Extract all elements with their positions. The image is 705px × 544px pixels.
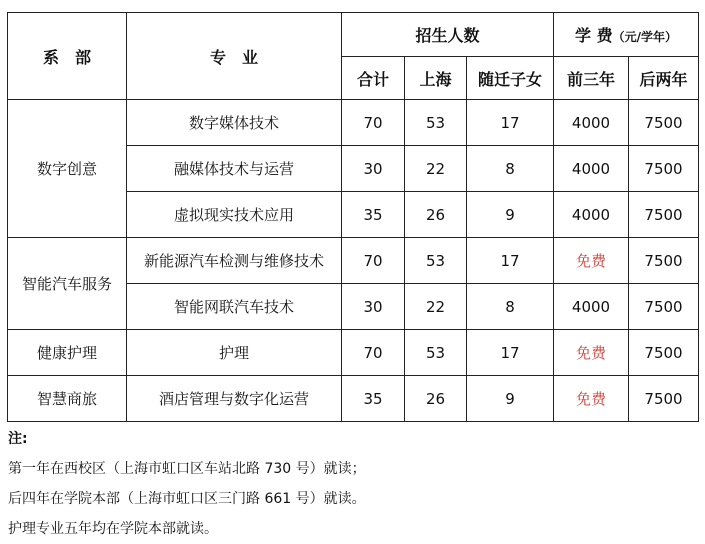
migrant-cell: 17 [467,330,554,376]
table-body [8,100,699,422]
total-cell: 70 [342,238,405,284]
department-cell: 智能汽车服务 [8,238,127,330]
total-cell: 35 [342,192,405,238]
total-cell: 70 [342,330,405,376]
header-major: 专 业 [127,13,342,100]
shanghai-cell: 26 [405,192,467,238]
table-row [8,238,699,284]
first3-cell: 免费 [554,376,629,422]
header-fee-unit: （元/学年） [612,30,677,44]
header-total: 合计 [342,57,405,100]
total-cell: 30 [342,146,405,192]
migrant-cell: 9 [467,192,554,238]
total-cell: 35 [342,376,405,422]
major-cell: 虚拟现实技术应用 [127,192,342,238]
migrant-cell: 17 [467,100,554,146]
shanghai-cell: 22 [405,146,467,192]
header-department: 系 部 [8,13,127,100]
table-row [8,100,699,146]
migrant-cell: 17 [467,238,554,284]
department-cell: 数字创意 [8,100,127,238]
migrant-cell: 8 [467,284,554,330]
first3-cell: 4000 [554,100,629,146]
notes [8,424,366,544]
last2-cell: 7500 [629,238,699,284]
first3-cell: 免费 [554,330,629,376]
last2-cell: 7500 [629,330,699,376]
first3-cell: 4000 [554,192,629,238]
major-cell: 智能网联汽车技术 [127,284,342,330]
migrant-cell: 9 [467,376,554,422]
major-cell: 护理 [127,330,342,376]
last2-cell: 7500 [629,284,699,330]
header-last2: 后两年 [629,57,699,100]
shanghai-cell: 53 [405,100,467,146]
major-cell: 酒店管理与数字化运营 [127,376,342,422]
last2-cell: 7500 [629,376,699,422]
major-cell: 新能源汽车检测与维修技术 [127,238,342,284]
total-cell: 70 [342,100,405,146]
shanghai-cell: 26 [405,376,467,422]
enrollment-table [7,12,699,422]
last2-cell: 7500 [629,192,699,238]
notes-title: 注: [8,431,28,447]
header-fee [554,13,699,57]
shanghai-cell: 53 [405,330,467,376]
first3-cell: 免费 [554,238,629,284]
last2-cell: 7500 [629,146,699,192]
shanghai-cell: 53 [405,238,467,284]
major-cell: 融媒体技术与运营 [127,146,342,192]
last2-cell: 7500 [629,100,699,146]
department-cell: 智慧商旅 [8,376,127,422]
header-fee-label: 学 费 [575,26,613,45]
header-shanghai: 上海 [405,57,467,100]
total-cell: 30 [342,284,405,330]
department-cell: 健康护理 [8,330,127,376]
first3-cell: 4000 [554,284,629,330]
table-row [8,330,699,376]
header-first3: 前三年 [554,57,629,100]
migrant-cell: 8 [467,146,554,192]
table-row [8,376,699,422]
first3-cell: 4000 [554,146,629,192]
header-enrollment: 招生人数 [342,13,554,57]
note-line: 护理专业五年均在学院本部就读。 [8,521,218,537]
shanghai-cell: 22 [405,284,467,330]
note-line: 第一年在西校区（上海市虹口区车站北路 730 号）就读； [8,461,366,477]
note-line: 后四年在学院本部（上海市虹口区三门路 661 号）就读。 [8,491,366,507]
major-cell: 数字媒体技术 [127,100,342,146]
header-migrant: 随迁子女 [467,57,554,100]
